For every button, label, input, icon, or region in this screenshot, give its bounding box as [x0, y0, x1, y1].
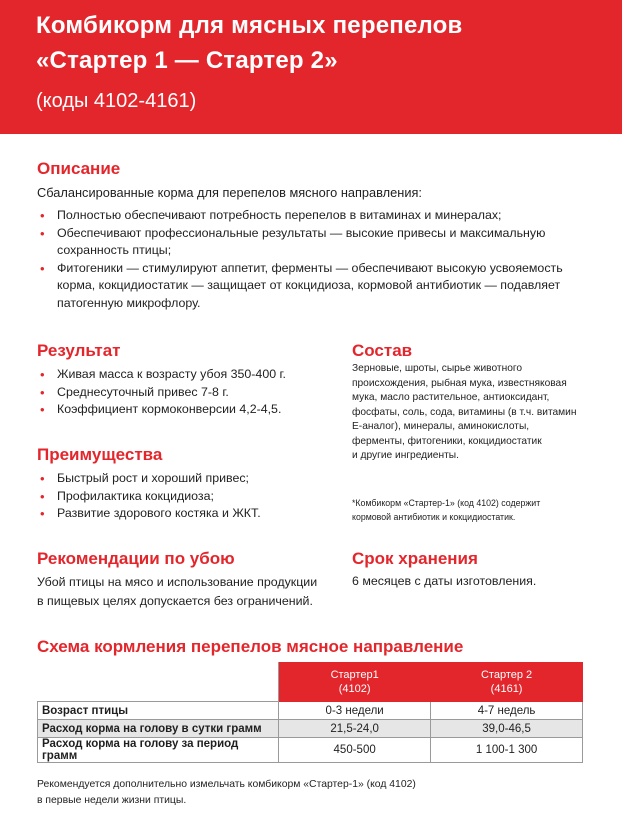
feeding-table-heading: Схема кормления перепелов мясное направление [37, 637, 464, 656]
table-row [38, 738, 583, 763]
bullet-icon: • [40, 471, 45, 486]
result-heading: Результат [37, 341, 121, 360]
bullet-icon: • [40, 488, 45, 504]
result-item: • Коэффициент кормоконверсии 4,2-4,5. [40, 402, 282, 417]
advantages-item: • Быстрый рост и хороший привес; [40, 471, 249, 486]
bullet-icon: • [40, 367, 45, 382]
storage-text: 6 месяцев с даты изготовления. [352, 574, 537, 588]
column-header-starter2: Стартер 2 (4161) [431, 663, 583, 702]
row-value-starter1: 0-3 недели [279, 702, 431, 720]
slaughter-text: Убой птицы на мясо и использование продукции в пищевых целях допускается без ограничений. [37, 575, 318, 608]
table-header-row [38, 663, 583, 702]
advantages-heading: Преимущества [37, 445, 163, 464]
row-label: Расход корма на голову в сутки грамм [38, 720, 279, 738]
bullet-icon: • [40, 402, 45, 417]
bullet-icon: • [40, 506, 45, 521]
product-codes: (коды 4102-4161) [36, 90, 197, 112]
table-row [38, 720, 583, 738]
description-item: • Обеспечивают профессиональные результаты — высокие привесы и максимальную сохранность птицы; [40, 225, 546, 257]
bullet-icon: • [40, 260, 45, 276]
row-value-starter1: 450-500 [279, 738, 431, 763]
table-corner [38, 663, 279, 702]
storage-heading: Срок хранения [352, 549, 478, 568]
advantages-item: • Профилактика кокцидиоза; [40, 488, 214, 504]
bullet-icon: • [40, 208, 45, 223]
row-label: Возраст птицы [38, 702, 279, 720]
result-list [37, 366, 337, 419]
composition-heading: Состав [352, 341, 413, 360]
feeding-table [37, 662, 583, 763]
column-header-starter1: Стартер1 (4102) [279, 663, 431, 702]
bullet-icon: • [40, 384, 45, 400]
description-list [37, 207, 597, 312]
footer-note: Рекомендуется дополнительно измельчать комбикорм «Стартер-1» (код 4102) в первые недели жизни птицы. [37, 779, 416, 806]
description-heading: Описание [37, 159, 121, 178]
row-value-starter2: 1 100-1 300 [431, 738, 583, 763]
result-item: • Живая масса к возрасту убоя 350-400 г. [40, 367, 286, 382]
title-line-1: Комбикорм для мясных перепелов [36, 12, 463, 39]
description-item: • Полностью обеспечивают потребность перепелов в витаминах и минералах; [40, 208, 502, 223]
row-value-starter2: 39,0-46,5 [431, 720, 583, 738]
slaughter-heading: Рекомендации по убою [37, 549, 235, 568]
row-value-starter1: 21,5-24,0 [279, 720, 431, 738]
bullet-icon: • [40, 225, 45, 241]
advantages-item: • Развитие здорового костяка и ЖКТ. [40, 506, 261, 521]
table-row [38, 702, 583, 720]
title-line-2: «Стартер 1 — Стартер 2» [36, 47, 338, 74]
result-item: • Среднесуточный привес 7-8 г. [40, 384, 229, 400]
row-label: Расход корма на голову за период грамм [38, 738, 279, 763]
description-lead: Сбалансированные корма для перепелов мясного направления: [37, 185, 422, 200]
row-value-starter2: 4-7 недель [431, 702, 583, 720]
advantages-list [37, 470, 337, 523]
description-item: • Фитогеники — стимулируют аппетит, ферменты — обеспечивают высокую усвояемость корма, кокцидиостатик — защищает от кокцидиоза, кормовой антибиотик — подавляет патогенную микрофлору. [40, 260, 563, 310]
composition-text: Зерновые, шроты, сырье животного происхождения, рыбная мука, известняковая мука, масло растительное, антиоксидант, фосфаты, соль, сода, витамины (в т.ч. витамин Е-аналог), минералы, аминокислоты, ферменты, фитогеники, кокцидиостатик и другие ингредиенты. [352, 363, 577, 461]
header-banner [0, 0, 622, 134]
composition-note: *Комбикорм «Стартер-1» (код 4102) содержит кормовой антибиотик и кокцидиостатик. [352, 498, 541, 522]
